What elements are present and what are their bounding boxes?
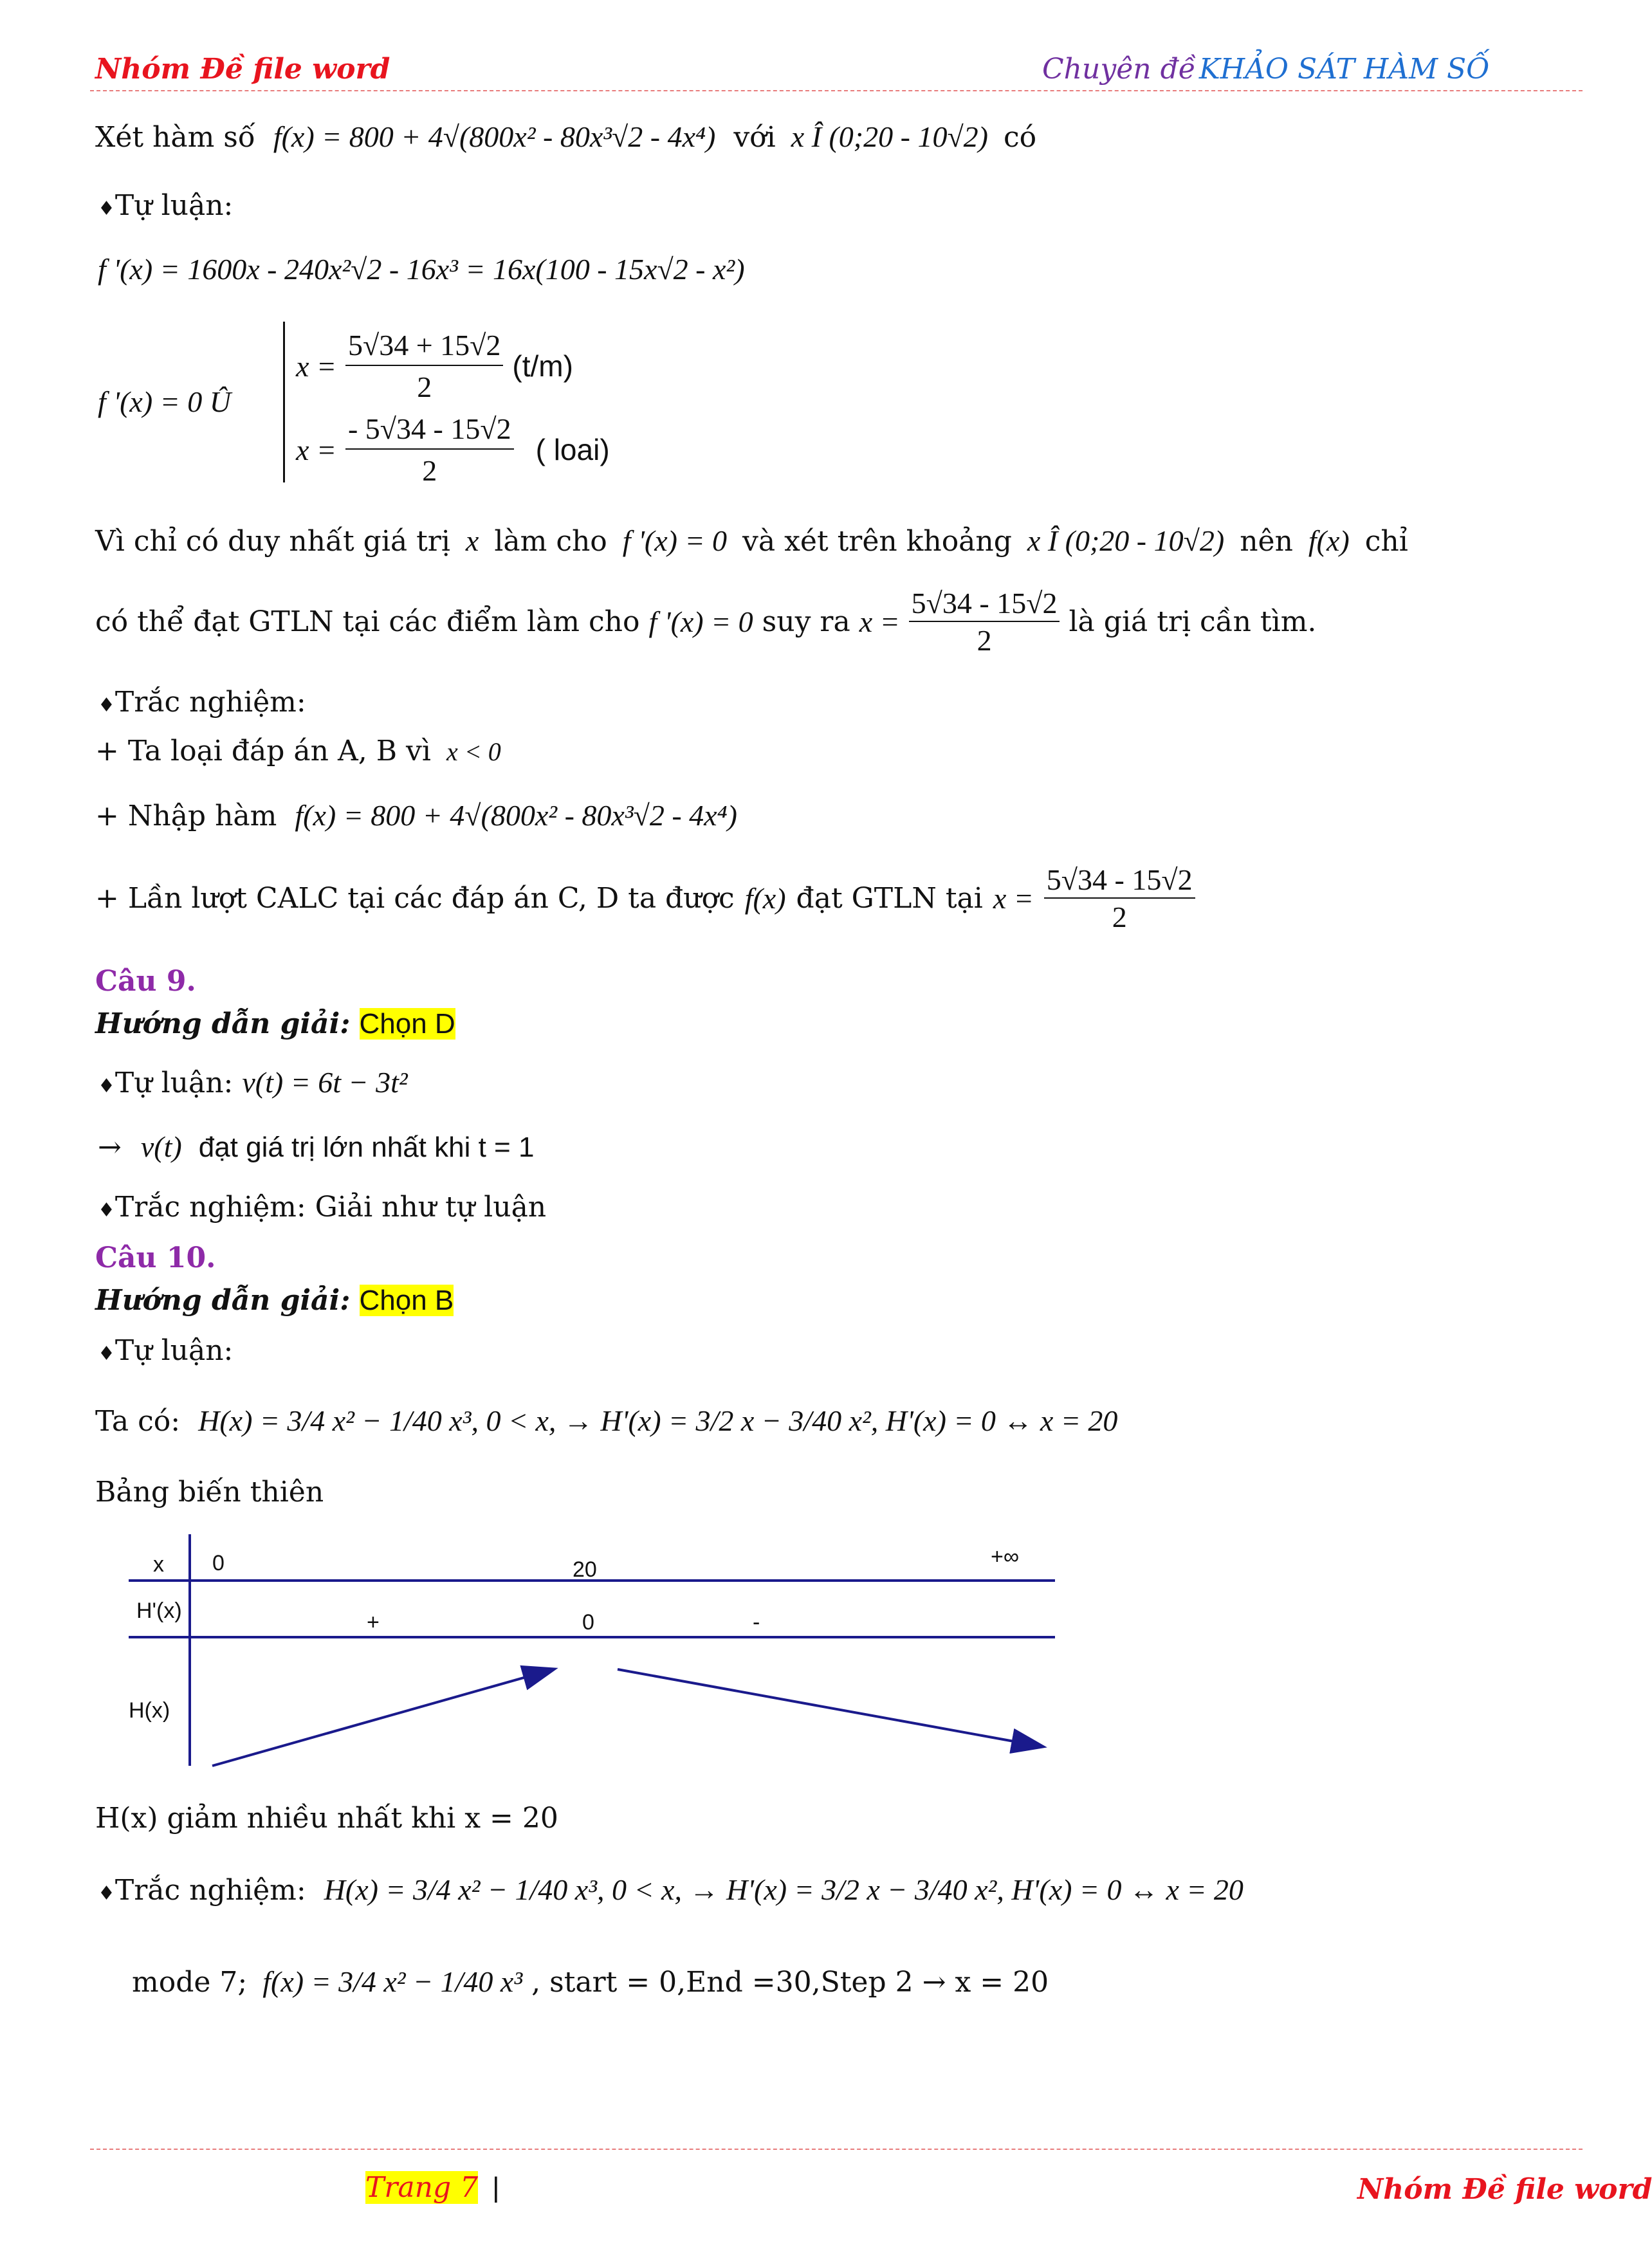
- q8-root2-num: - 5√34 - 15√2: [345, 412, 514, 450]
- q10-bbt-label: Bảng biến thiên: [95, 1476, 324, 1509]
- q8-concl1b: x: [465, 524, 479, 557]
- arrow-right-icon: →: [98, 1131, 122, 1164]
- q8-conclusion-1: [95, 526, 1408, 556]
- table-sign-plus: +: [367, 1610, 380, 1635]
- q8-concl1g: nên: [1240, 525, 1293, 558]
- q8-concl1d: f '(x) = 0: [622, 524, 728, 557]
- q8-tn3-den: 2: [1112, 901, 1127, 933]
- decrease-arrow: [618, 1669, 1042, 1747]
- table-x0: 0: [212, 1551, 225, 1575]
- q8-with: với: [733, 121, 776, 154]
- q8-derivative: f '(x) = 1600x - 240x²√2 - 16x³ = 16x(100 - 15x√2 - x²): [98, 253, 745, 286]
- q8-concl2e: là giá trị cần tìm.: [1069, 605, 1317, 638]
- q10-giam: H(x) giảm nhiều nhất khi x = 20: [95, 1802, 558, 1835]
- q8-concl1e: và xét trên khoảng: [742, 525, 1012, 558]
- q10-trac-nghiem: [98, 1875, 1244, 1905]
- header-left: Nhóm Đề file word: [95, 53, 390, 86]
- q10-guide-label: Hướng dẫn giải:: [95, 1284, 351, 1317]
- footer-page: [365, 2171, 500, 2204]
- q8-root1-den: 2: [417, 371, 432, 403]
- footer-right: Nhóm Đề file word: [1357, 2173, 1652, 2206]
- diamond-icon: ♦: [98, 197, 115, 220]
- q8-tn2-math: f(x) = 800 + 4√(800x² - 80x³√2 - 4x⁴): [295, 799, 737, 832]
- q9-v-name: v(t): [140, 1130, 182, 1163]
- q9-guide: [95, 1007, 455, 1040]
- q9-trac-nghiem: [98, 1193, 546, 1222]
- q10-choice: Chọn B: [359, 1285, 454, 1316]
- q8-trac-nghiem-label: Trắc nghiệm:: [115, 686, 306, 719]
- diamond-icon: ♦: [98, 694, 115, 717]
- q8-tn3-x: x =: [993, 882, 1034, 915]
- q10-formula-line: [95, 1406, 1117, 1436]
- q8-tn1-text: + Ta loại đáp án A, B vì: [95, 735, 431, 767]
- diamond-icon: ♦: [98, 1343, 115, 1365]
- q10-guide: [95, 1284, 454, 1317]
- q10-trac-nghiem-label: Trắc nghiệm:: [115, 1874, 306, 1907]
- q10-H-formula: H(x) = 3/4 x² − 1/40 x³, 0 < x, → H'(x) = 3/2 x − 3/40 x², H'(x) = 0 ↔ x = 20: [198, 1404, 1118, 1437]
- q8-concl2a: có thể đạt GTLN tại các điểm làm cho: [95, 605, 640, 638]
- header-divider: [90, 90, 1583, 91]
- q8-concl1i: chỉ: [1364, 525, 1408, 558]
- q8-tn3-text: + Lần lượt CALC tại các đáp án C, D ta được: [95, 882, 735, 915]
- q8-concl1h: f(x): [1308, 524, 1350, 557]
- increase-arrow: [212, 1669, 553, 1766]
- table-row-x: x: [153, 1552, 164, 1577]
- q8-tu-luan: [98, 189, 234, 222]
- q8-trac-nghiem: [98, 688, 306, 717]
- q9-max: [98, 1132, 534, 1162]
- table-row-hp: H'(x): [136, 1599, 182, 1623]
- q8-root2-tag: ( loai): [535, 433, 610, 466]
- q10-mode-func: f(x) = 3/4 x² − 1/40 x³: [262, 1965, 523, 1998]
- q8-tu-luan-label: Tự luận:: [115, 189, 234, 222]
- q8-concl2-num: 5√34 - 15√2: [909, 589, 1060, 622]
- q8-concl1c: làm cho: [494, 525, 607, 558]
- diamond-icon: ♦: [98, 1075, 115, 1097]
- q9-choice: Chọn D: [359, 1008, 455, 1040]
- table-row-h: H(x): [129, 1698, 170, 1723]
- q8-concl2c: suy ra: [762, 605, 850, 638]
- q9-guide-label: Hướng dẫn giải:: [95, 1007, 351, 1040]
- footer-sep: |: [492, 2172, 500, 2203]
- system-brace: [283, 322, 290, 482]
- variation-table: [129, 1534, 1061, 1772]
- q8-root2: x = $\frac{- 5√34 - 15√2}{2}$ ( loai): [296, 412, 610, 487]
- q10-mode-prefix: mode 7;: [132, 1966, 248, 1999]
- q8-conclusion-2: [95, 589, 1316, 656]
- q8-tn2: [95, 801, 737, 830]
- q9-title: Câu 9.: [95, 965, 196, 998]
- q8-eq-lhs: f '(x) = 0 Û: [98, 385, 231, 418]
- q8-end: có: [1004, 121, 1037, 154]
- q8-tn2-text: + Nhập hàm: [95, 800, 277, 832]
- q10-title: Câu 10.: [95, 1242, 216, 1274]
- q9-tu-luan-label: Tự luận:: [115, 1067, 234, 1099]
- q10-tu-luan: [98, 1334, 234, 1367]
- q8-domain: x Î (0;20 - 10√2): [791, 120, 989, 153]
- q8-concl2d: x =: [859, 605, 900, 638]
- table-xinf: +∞: [991, 1545, 1020, 1569]
- q9-tu-luan: [98, 1068, 408, 1097]
- diamond-icon: ♦: [98, 1199, 115, 1222]
- header-right: [1042, 53, 1489, 86]
- footer-page-label: Trang 7: [365, 2171, 479, 2204]
- q8-tn1-math: x < 0: [446, 737, 501, 766]
- table-x20: 20: [573, 1557, 597, 1582]
- q8-root1-tag: (t/m): [512, 349, 573, 383]
- q10-tn-formula: H(x) = 3/4 x² − 1/40 x³, 0 < x, → H'(x) = 3/2 x − 3/40 x², H'(x) = 0 ↔ x = 20: [324, 1873, 1244, 1906]
- q8-tn3-b: đạt GTLN tại: [796, 882, 983, 915]
- q8-concl2-den: 2: [977, 624, 992, 657]
- q8-function: f(x) = 800 + 4√(800x² - 80x³√2 - 4x⁴): [273, 120, 716, 153]
- table-sign-minus: -: [753, 1610, 760, 1635]
- q8-root1-num: 5√34 + 15√2: [345, 328, 503, 366]
- q9-max-text: đạt giá trị lớn nhất khi t = 1: [198, 1132, 535, 1163]
- q8-tn3-f: f(x): [744, 882, 786, 915]
- header-right-topic: KHẢO SÁT HÀM SỐ: [1198, 53, 1490, 86]
- q8-tn3-num: 5√34 - 15√2: [1044, 865, 1195, 899]
- q10-ta-co: Ta có:: [95, 1405, 181, 1438]
- q8-tn1: [95, 737, 501, 766]
- q8-concl1f: x Î (0;20 - 10√2): [1027, 524, 1225, 557]
- q10-tu-luan-label: Tự luận:: [115, 1334, 234, 1367]
- q9-velocity-formula: v(t) = 6t − 3t²: [242, 1066, 408, 1099]
- q8-concl1a: Vì chỉ có duy nhất giá trị: [95, 525, 450, 558]
- header-right-prefix: Chuyên đề: [1042, 53, 1196, 86]
- q8-root1: x = $\frac{5√34 + 15√2}{2}$ (t/m): [296, 329, 573, 403]
- q8-concl2b: f '(x) = 0: [648, 605, 753, 638]
- q10-mode-rest: , start = 0,End =30,Step 2 → x = 20: [531, 1966, 1049, 1999]
- q8-line1: [95, 122, 1036, 152]
- q8-tn3: [95, 865, 1195, 932]
- diamond-icon: ♦: [98, 1882, 115, 1905]
- q9-trac-nghiem-label: Trắc nghiệm: Giải như tự luận: [115, 1191, 547, 1224]
- footer-divider: [90, 2149, 1583, 2150]
- q10-mode-line: [132, 1967, 1049, 1997]
- table-sign-zero: 0: [582, 1610, 594, 1635]
- q8-root2-den: 2: [422, 454, 437, 487]
- q8-line1-text: Xét hàm số: [95, 121, 255, 154]
